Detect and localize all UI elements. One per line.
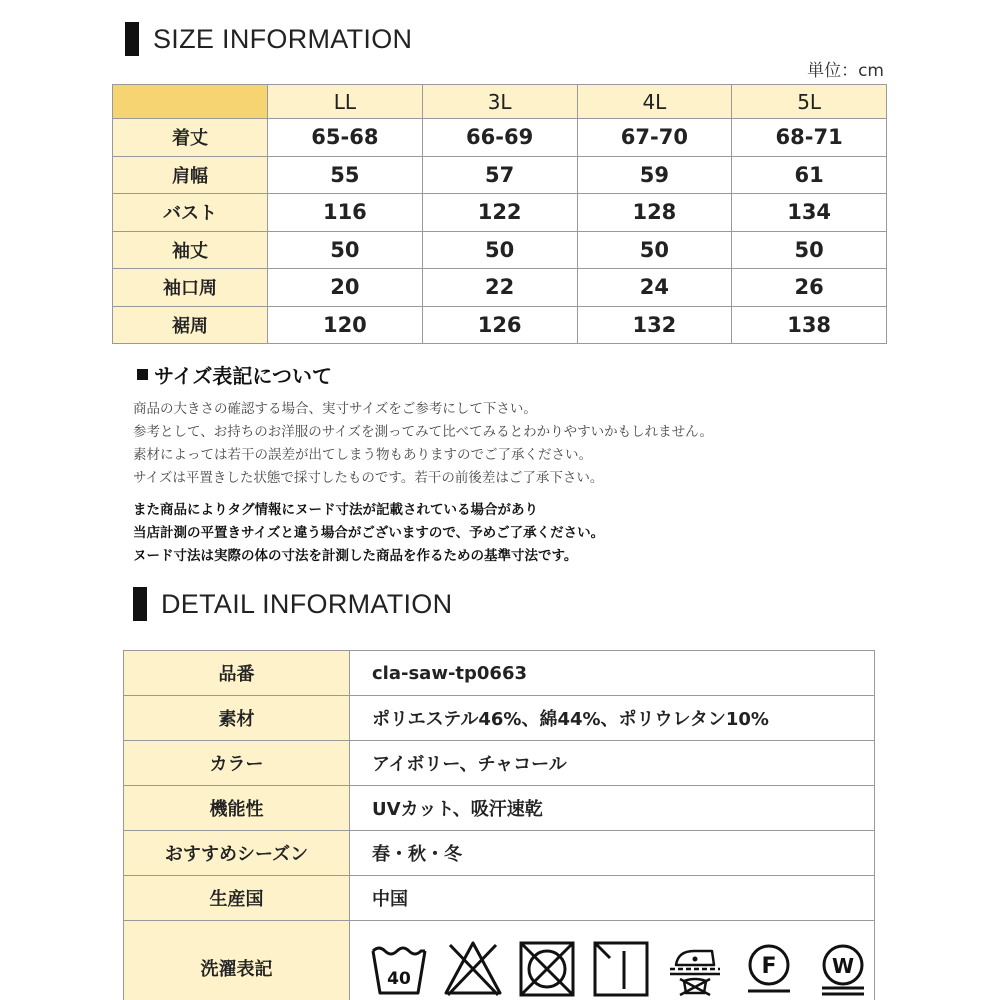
size-col-header: 3L bbox=[422, 85, 577, 119]
size-cell: 134 bbox=[732, 194, 887, 232]
heading-bar bbox=[133, 587, 147, 621]
size-cell: 126 bbox=[422, 306, 577, 344]
care-symbols-cell bbox=[350, 921, 875, 1000]
size-notes-title-text: サイズ表記について bbox=[154, 364, 332, 388]
size-cell: 50 bbox=[732, 231, 887, 269]
table-row bbox=[124, 921, 875, 1000]
size-cell: 50 bbox=[422, 231, 577, 269]
table-row bbox=[113, 231, 887, 269]
size-cell: 22 bbox=[422, 269, 577, 307]
size-col-header: LL bbox=[268, 85, 423, 119]
size-cell: 138 bbox=[732, 306, 887, 344]
size-row-label: バスト bbox=[113, 194, 268, 232]
no-bleach-icon bbox=[442, 937, 504, 999]
table-row bbox=[124, 831, 875, 876]
size-header-row bbox=[113, 85, 887, 119]
table-row bbox=[113, 269, 887, 307]
note-line: サイズは平置きした状態で採寸したものです。若干の前後差はご了承下さい。 bbox=[133, 470, 604, 486]
size-information-heading bbox=[125, 22, 412, 56]
size-col-header: 4L bbox=[577, 85, 732, 119]
note-line: ヌード寸法は実際の体の寸法を計測した商品を作るための基準寸法です。 bbox=[133, 548, 578, 564]
detail-label: おすすめシーズン bbox=[124, 831, 350, 876]
note-line: 素材によっては若干の誤差が出てしまう物もありますのでご了承ください。 bbox=[133, 447, 592, 463]
size-cell: 26 bbox=[732, 269, 887, 307]
table-row bbox=[113, 194, 887, 232]
table-row bbox=[113, 156, 887, 194]
size-row-label: 肩幅 bbox=[113, 156, 268, 194]
line-dry-shade-icon bbox=[590, 937, 652, 999]
size-cell: 57 bbox=[422, 156, 577, 194]
note-line: 参考として、お持ちのお洋服のサイズを測ってみて比べてみるとわかりやすいかもしれません。 bbox=[133, 424, 713, 440]
note-line: 商品の大きさの確認する場合、実寸サイズをご参考にして下さい。 bbox=[133, 401, 537, 417]
detail-label: 洗濯表記 bbox=[124, 921, 350, 1000]
dry-clean-f-icon bbox=[738, 937, 800, 999]
size-cell: 116 bbox=[268, 194, 423, 232]
size-heading-text: SIZE INFORMATION bbox=[153, 23, 413, 54]
size-cell: 67-70 bbox=[577, 119, 732, 157]
detail-value: アイボリー、チャコール bbox=[350, 741, 875, 786]
table-row bbox=[124, 876, 875, 921]
detail-value: ポリエステル46%、綿44%、ポリウレタン10% bbox=[350, 696, 875, 741]
size-cell: 132 bbox=[577, 306, 732, 344]
heading-bar bbox=[125, 22, 139, 56]
wet-clean-w-text: W bbox=[831, 953, 855, 978]
size-cell: 20 bbox=[268, 269, 423, 307]
size-row-label: 着丈 bbox=[113, 119, 268, 157]
table-row bbox=[113, 306, 887, 344]
size-table-corner bbox=[113, 85, 268, 119]
wash-40-icon bbox=[368, 937, 430, 999]
size-notes-title bbox=[137, 360, 332, 389]
no-tumble-dry-icon bbox=[516, 937, 578, 999]
detail-label: 生産国 bbox=[124, 876, 350, 921]
note-line: また商品によりタグ情報にヌード寸法が記載されている場合があり bbox=[133, 502, 538, 518]
detail-value: 中国 bbox=[350, 876, 875, 921]
detail-value: 春・秋・冬 bbox=[350, 831, 875, 876]
unit-label: 単位：cm bbox=[807, 61, 884, 81]
size-table bbox=[112, 84, 887, 344]
table-row bbox=[124, 651, 875, 696]
wet-clean-w-icon bbox=[812, 937, 874, 999]
size-cell: 59 bbox=[577, 156, 732, 194]
iron-low-cloth-icon bbox=[664, 937, 726, 999]
size-cell: 61 bbox=[732, 156, 887, 194]
detail-table bbox=[123, 650, 875, 1000]
size-cell: 66-69 bbox=[422, 119, 577, 157]
size-cell: 50 bbox=[268, 231, 423, 269]
size-cell: 24 bbox=[577, 269, 732, 307]
detail-label: 品番 bbox=[124, 651, 350, 696]
table-row bbox=[124, 786, 875, 831]
size-col-header: 5L bbox=[732, 85, 887, 119]
size-cell: 50 bbox=[577, 231, 732, 269]
detail-label: カラー bbox=[124, 741, 350, 786]
size-cell: 128 bbox=[577, 194, 732, 232]
size-row-label: 袖丈 bbox=[113, 231, 268, 269]
detail-information-heading bbox=[133, 587, 452, 621]
size-cell: 55 bbox=[268, 156, 423, 194]
detail-heading-text: DETAIL INFORMATION bbox=[161, 588, 453, 619]
detail-label: 機能性 bbox=[124, 786, 350, 831]
nude-size-notes bbox=[133, 499, 604, 568]
size-cell: 65-68 bbox=[268, 119, 423, 157]
dry-clean-f-text: F bbox=[761, 953, 777, 979]
size-cell: 122 bbox=[422, 194, 577, 232]
care-icons bbox=[368, 937, 874, 999]
detail-value: cla-saw-tp0663 bbox=[350, 651, 875, 696]
size-row-label: 袖口周 bbox=[113, 269, 268, 307]
note-line: 当店計測の平置きサイズと違う場合がございますので、予めご了承ください。 bbox=[133, 525, 605, 541]
size-row-label: 裾周 bbox=[113, 306, 268, 344]
detail-label: 素材 bbox=[124, 696, 350, 741]
size-cell: 68-71 bbox=[732, 119, 887, 157]
table-row bbox=[124, 696, 875, 741]
wash-temp-text: 40 bbox=[387, 968, 411, 989]
square-bullet-icon bbox=[137, 369, 148, 380]
table-row bbox=[124, 741, 875, 786]
table-row bbox=[113, 119, 887, 157]
size-notes bbox=[133, 398, 713, 490]
size-cell: 120 bbox=[268, 306, 423, 344]
detail-value: UVカット、吸汗速乾 bbox=[350, 786, 875, 831]
